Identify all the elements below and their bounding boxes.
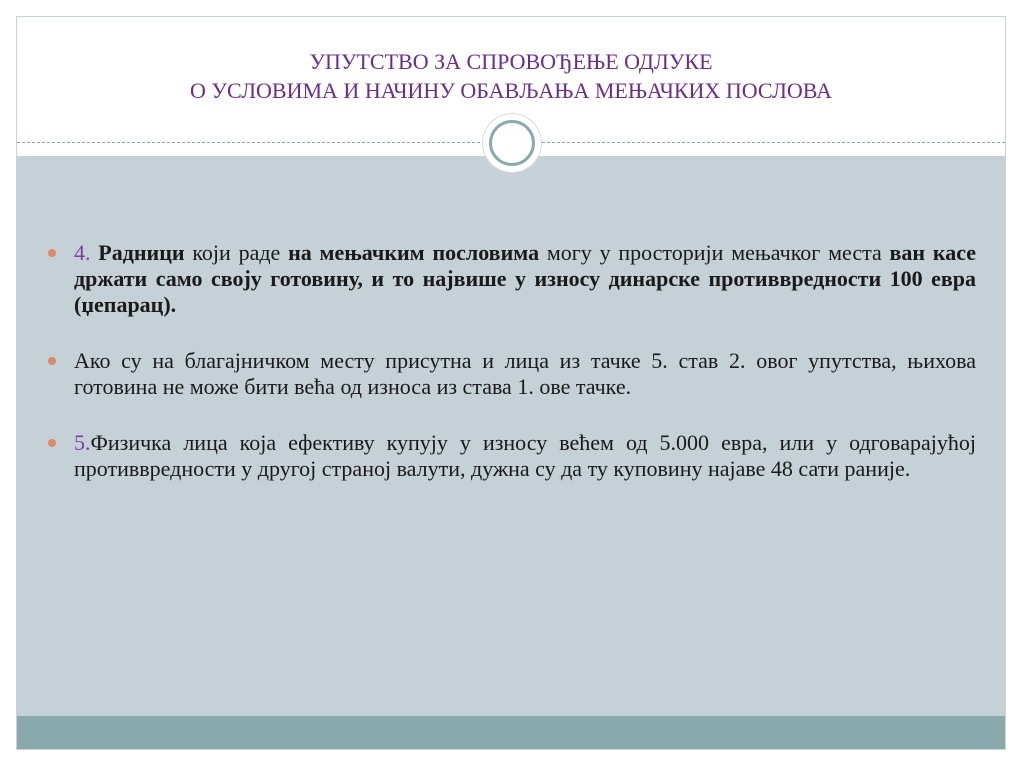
slide-title-line-2: О УСЛОВИМА И НАЧИНУ ОБАВЉАЊА МЕЊАЧКИХ ПОСЛОВА xyxy=(190,78,832,103)
bullet-item-1 xyxy=(48,240,976,318)
bullet-2-text: Ако су на благајничком месту присутна и лица из тачке 5. став 2. овог упутства, њихова готовина не може бити већа од износа из става 1. ове тачке. xyxy=(74,348,976,399)
bullet-1-bold-exchange: на мењачким пословима xyxy=(288,240,540,265)
bullet-1-text-a: који раде xyxy=(184,240,289,265)
bullet-1-bold-cash-limit: ван касе држати само своју готовину, и то највише у износу динарске противвредности 100 евра (џепарац). xyxy=(74,240,977,317)
slide-title-line-1: УПУТСТВО ЗА СПРОВОЂЕЊЕ ОДЛУКЕ xyxy=(309,49,713,74)
bullet-number-5: 5. xyxy=(74,430,91,455)
bullet-list xyxy=(48,240,976,512)
circle-ring-icon xyxy=(489,120,535,166)
bullet-item-2 xyxy=(48,348,976,400)
bullet-item-3 xyxy=(48,430,976,482)
bullet-3-text: Физичка лица која ефективу купују у износу већем од 5.000 евра, или у одговарајућој противвредности у другој страној валути, дужна су да ту куповину најаве 48 сати раније. xyxy=(74,430,976,481)
bullet-number-4: 4. xyxy=(74,240,99,265)
slide-title xyxy=(17,47,1005,105)
circle-ornament-icon xyxy=(483,114,541,172)
footer-band xyxy=(17,716,1005,749)
bullet-1-bold-workers: Радници xyxy=(98,240,185,265)
bullet-1-text-b: могу у просторији мењачког места xyxy=(539,240,890,265)
